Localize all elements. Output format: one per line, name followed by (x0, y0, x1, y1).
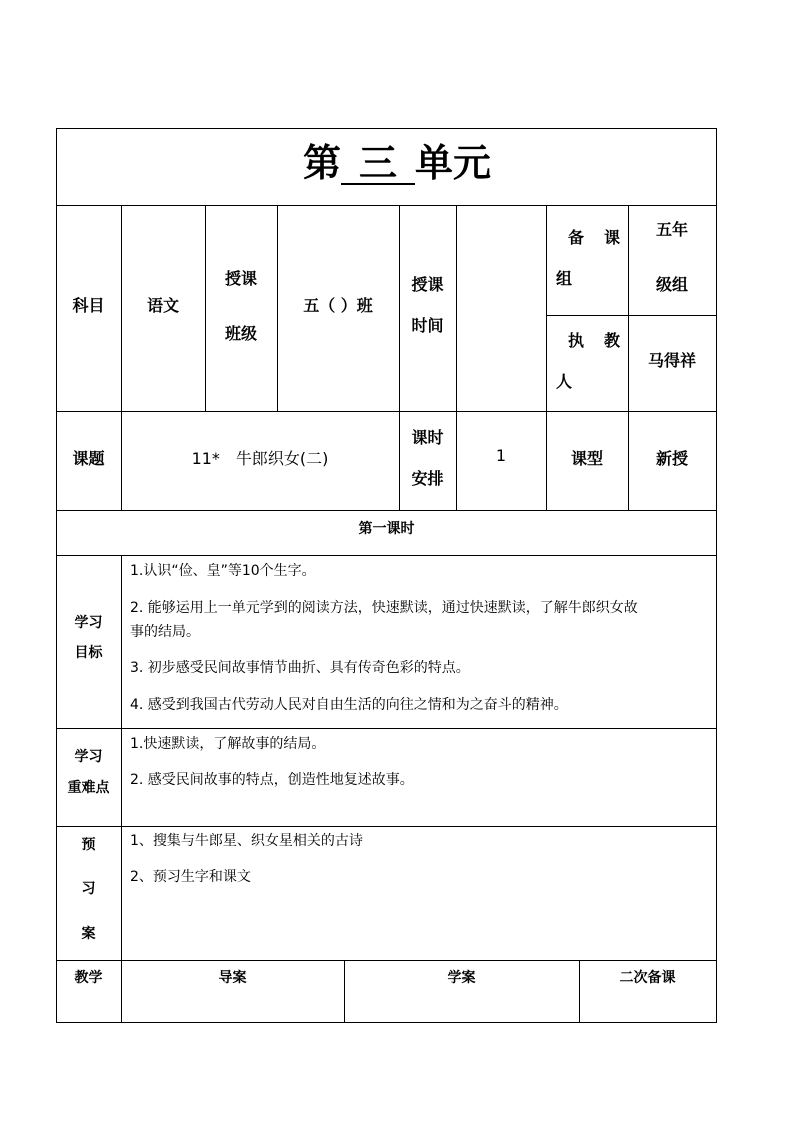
teaching-col-3: 学案 (447, 970, 476, 986)
teacher-label-1: 执 教 (568, 331, 623, 350)
preview-label-1: 预 (81, 837, 96, 853)
border-row3 (56, 510, 717, 511)
objective-item-2: 2. 能够运用上一单元学到的阅读方法，快速默读，通过快速默读，了解牛郎织女故 (130, 600, 638, 616)
class-label-1: 授课 (224, 269, 257, 288)
unit-title-suffix: 单元 (415, 141, 492, 185)
preview-item-2: 2、预习生字和课文 (130, 869, 251, 885)
keypoints-label-2: 重难点 (67, 780, 110, 796)
teacher-label-2: 人 (556, 372, 573, 391)
border-row4 (56, 555, 717, 556)
objective-item-5: 4. 感受到我国古代劳动人民对自由生活的向往之情和为之奋斗的精神。 (130, 697, 568, 713)
border-row5 (56, 728, 717, 729)
keypoints-label-1: 学习 (74, 749, 103, 765)
border-row2 (56, 411, 717, 412)
teaching-col-4: 二次备课 (619, 970, 676, 986)
class-label-2: 班级 (224, 324, 257, 343)
periods-value: 1 (495, 446, 507, 465)
type-value: 新授 (655, 449, 688, 468)
preview-label-3: 案 (81, 926, 96, 942)
time-label-1: 授课 (411, 275, 444, 294)
teacher-value: 马得祥 (647, 351, 696, 370)
objective-item-3: 事的结局。 (130, 624, 200, 640)
border-right (716, 128, 717, 1023)
objectives-label-1: 学习 (74, 615, 103, 631)
border-row6 (56, 826, 717, 827)
unit-title-prefix: 第 (302, 141, 341, 185)
border-mid-right (546, 315, 717, 316)
preview-label-2: 习 (81, 881, 96, 897)
border-row1 (56, 205, 717, 206)
topic-label: 课题 (72, 449, 105, 468)
type-label: 课型 (570, 449, 603, 468)
unit-title-number: 三 (341, 143, 415, 185)
periods-label-2: 安排 (411, 469, 444, 488)
keypoint-item-1: 1.快速默读，了解故事的结局。 (130, 736, 326, 752)
class-value: 五（ ）班 (303, 296, 373, 315)
prep-group-label-1: 备 课 (568, 228, 623, 247)
vline-b (205, 205, 206, 412)
unit-title (0, 138, 794, 188)
subject-value: 语文 (146, 296, 179, 315)
prep-group-label-2: 组 (556, 269, 573, 288)
keypoint-item-2: 2. 感受民间故事的特点，创造性地复述故事。 (130, 772, 414, 788)
preview-item-1: 1、搜集与牛郎星、织女星相关的古诗 (130, 833, 363, 849)
topic-value: 11* 牛郎织女(二) (191, 449, 329, 468)
vline-label-col (121, 555, 122, 1023)
periods-label-1: 课时 (411, 428, 444, 447)
vline-d (399, 205, 400, 412)
vline-f (546, 205, 547, 412)
border-row7 (56, 960, 717, 961)
objective-item-1: 1.认识“俭、皇”等10个生字。 (130, 563, 316, 579)
prep-group-value-1: 五年 (655, 220, 688, 239)
objective-item-4: 3. 初步感受民间故事情节曲折、具有传奇色彩的特点。 (130, 660, 470, 676)
time-label-2: 时间 (411, 316, 444, 335)
border-bottom (56, 1022, 717, 1023)
session-title: 第一课时 (358, 521, 415, 537)
prep-group-value-2: 级组 (655, 275, 688, 294)
teaching-col-1: 教学 (74, 970, 103, 986)
teaching-col-2: 导案 (218, 970, 247, 986)
border-top (56, 128, 717, 129)
subject-label: 科目 (72, 296, 105, 315)
vline-e (456, 205, 457, 412)
objectives-label-2: 目标 (74, 645, 103, 661)
